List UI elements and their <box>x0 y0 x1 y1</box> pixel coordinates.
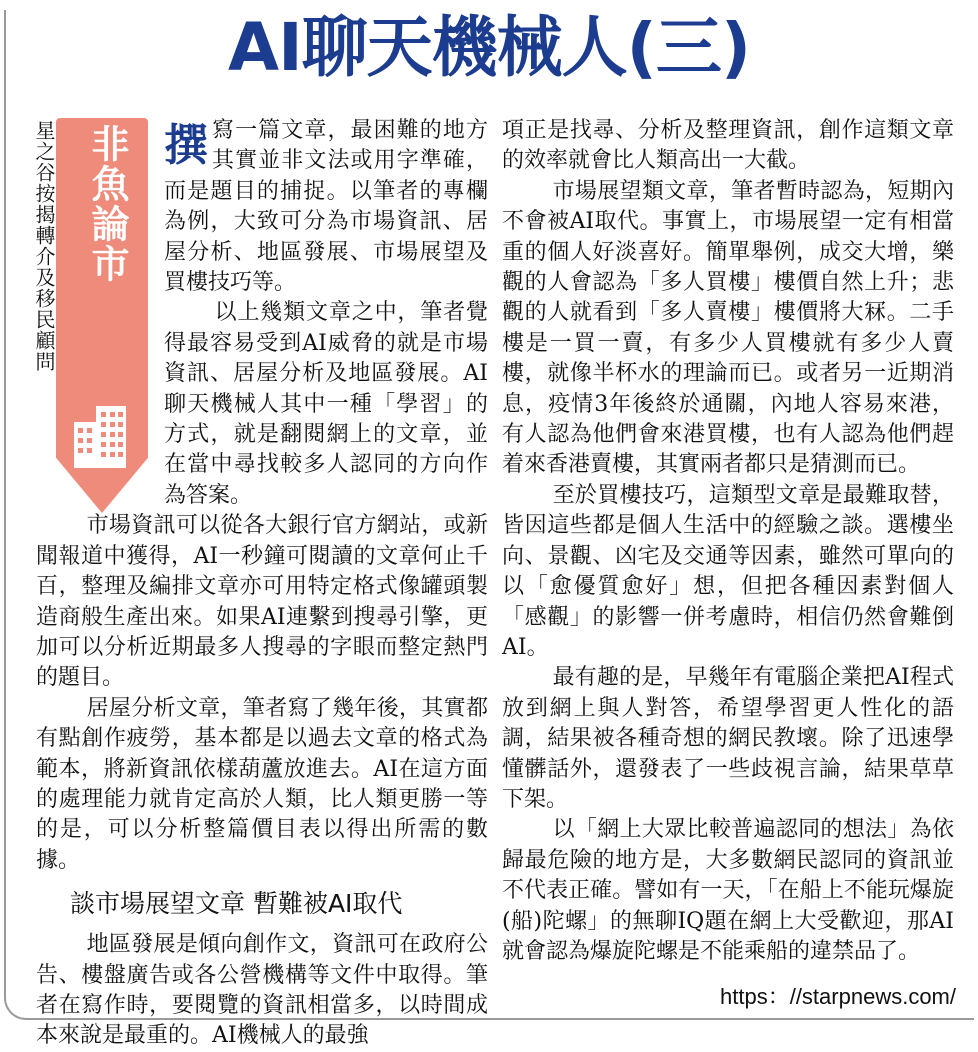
column-name: 非魚論市 <box>85 124 129 284</box>
paragraph: 以上幾類文章之中，筆者覺得最容易受到AI威脅的就是市場資訊、居屋分析及地區發展。AI聊天機械人其中一種「學習」的方式，就是翻閱網上的文章，並在當中尋找較多人認同的方向作為答案。 <box>164 300 488 508</box>
intro-text: 寫一篇文章，最困難的地方其實並非文法或用字準確，而是題目的捕捉。以筆者的專欄為例，大致可分為市場資訊、居屋分析、地區發展、市場展望及買樓技巧等。 <box>164 118 488 296</box>
paragraph: 市場展望類文章，筆者暫時認為，短期內不會被AI取代。事實上，市場展望一定有相當重的個人好淡喜好。簡單舉例，成交大增，樂觀的人會認為「多人買樓」樓價自然上升；悲觀的人就看到「多人賣樓」樓價將大冧。二手樓是一買一賣，有多少人買樓就有多少人賣樓，就像半杯水的理論而已。或者另一近期消息，疫情3年後終於通關，內地人容易來港，有人認為他們會來港買樓，也有人認為他們趕着來香港賣樓，其實兩者都只是猜測而已。 <box>502 178 954 478</box>
banner-spacer <box>36 116 164 506</box>
article-column-left <box>36 116 488 1052</box>
paragraph: 市場資訊可以從各大銀行官方網站，或新聞報道中獲得，AI一秒鐘可閱讀的文章何止千百，整理及編排文章亦可用特定格式像罐頭製造商般生產出來。如果AI連繫到搜尋引擎，更加可以分析近期最多人搜尋的字眼而整定熱門的題目。 <box>36 513 488 691</box>
paragraph: 至於買樓技巧，這類型文章是最難取替，皆因這些都是個人生活中的經驗之談。選樓坐向、景觀、凶宅及交通等因素，雖然可單向的以「愈優質愈好」想，但把各種因素對個人「感觀」的影響一併考慮時，相信仍然會難倒AI。 <box>502 482 954 660</box>
subheading: 談市場展望文章 暫難被AI取代 <box>70 889 403 919</box>
paragraph-continuation: 項正是找尋、分析及整理資訊，創作這類文章的效率就會比人類高出一大截。 <box>502 118 954 174</box>
paragraph: 最有趣的是，早幾年有電腦企業把AI程式放到網上與人對答，希望學習更人性化的語調，結果被各種奇想的網民教壞。除了迅速學懂髒話外，還發表了一些歧視言論，結果草草下架。 <box>502 665 954 812</box>
paragraph: 以「網上大眾比較普遍認同的想法」為依歸最危險的地方是，大多數網民認同的資訊並不代表正確。譬如有一天，「在船上不能玩爆旋(船)陀螺」的無聊IQ題在網上大受歡迎，那AI就會認為爆旋陀螺是不能乘船的違禁品了。 <box>502 817 954 964</box>
source-url[interactable]: https：//starpnews.com/ <box>720 984 956 1009</box>
headline: AI聊天機械人(三) <box>228 9 750 86</box>
drop-cap: 撰 <box>164 120 208 171</box>
paragraph: 地區發展是傾向創作文，資訊可在政府公告、樓盤廣告或各公營機構等文件中取得。筆者在寫作時，要閱覽的資訊相當多，以時間成本來說是最重的。AI機械人的最強 <box>36 932 488 1049</box>
article-column-right <box>502 116 954 967</box>
paragraph: 居屋分析文章，筆者寫了幾年後，其實都有點創作疲勞，基本都是以過去文章的格式為範本，將新資訊依樣葫蘆放進去。AI在這方面的處理能力就肯定高於人類，比人類更勝一等的是，可以分析整篇價目表以得出所需的數據。 <box>36 695 488 873</box>
byline: 星之谷按揭轉介及移民顧問 <box>32 120 56 372</box>
